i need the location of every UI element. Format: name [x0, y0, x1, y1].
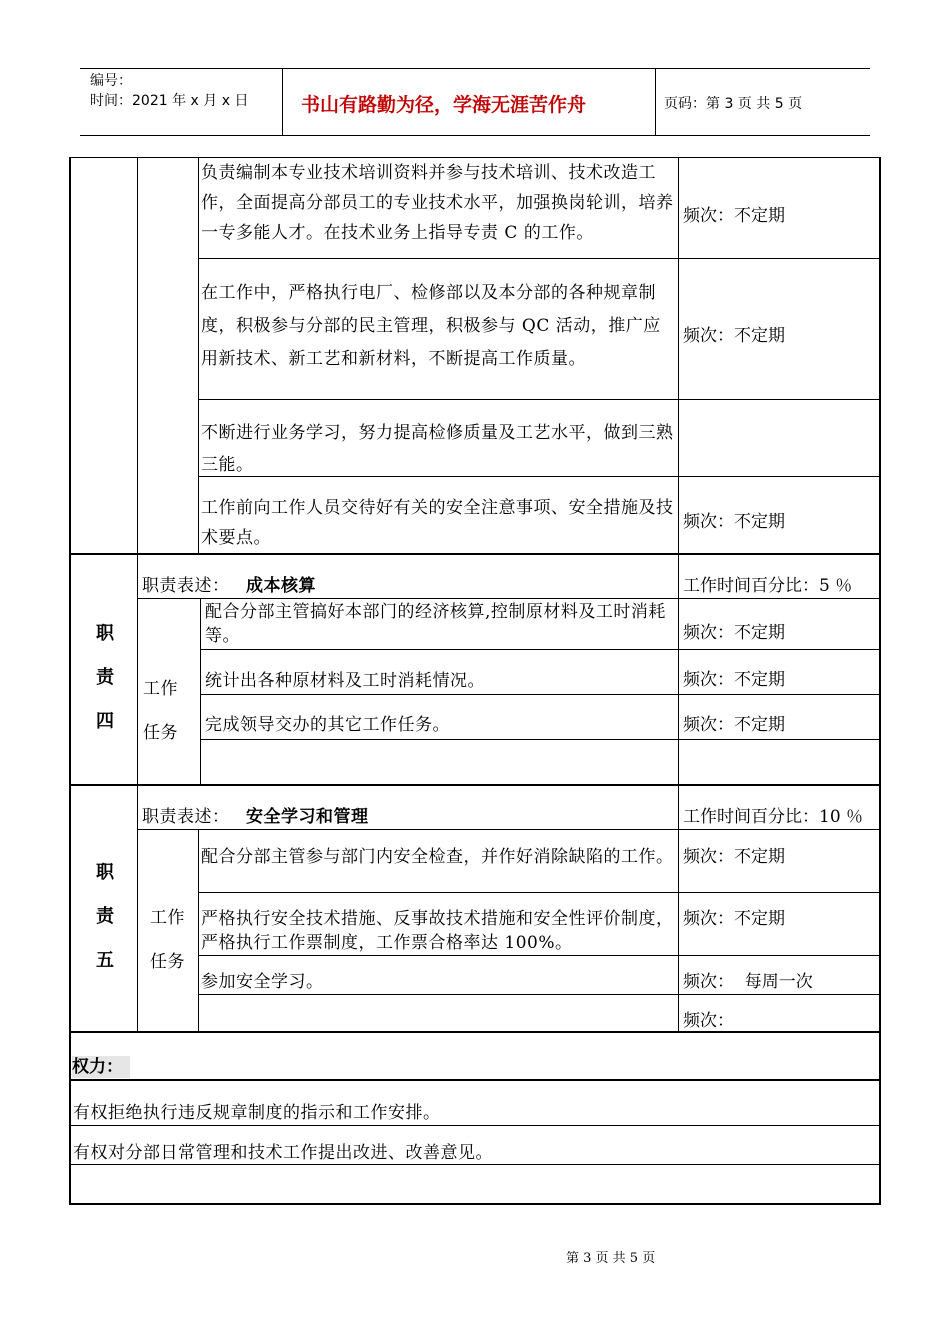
- duty5-desc-value: 安全学习和管理: [246, 807, 369, 827]
- duty4-label-char: 职: [96, 623, 114, 644]
- task-text: 配合分部主管搞好本部门的经济核算,控制原材料及工时消耗等。: [205, 602, 666, 646]
- date-label: 时间：2021 年 x 月 x 日: [90, 93, 249, 109]
- duty5-label-char: 五: [96, 950, 114, 971]
- task-label-line: 任务: [143, 723, 178, 743]
- task-frequency: 频次：不定期: [683, 206, 785, 226]
- duty4-time-percent: 工作时间百分比：5 ％: [683, 576, 853, 596]
- task-frequency: 频次：: [683, 1011, 734, 1031]
- power-item: 有权对分部日常管理和技术工作提出改进、改善意见。: [73, 1143, 493, 1163]
- task-text: 在工作中，严格执行电厂、检修部以及本分部的各种规章制度，积极参与分部的民主管理，积极参与 QC 活动，推广应用新技术、新工艺和新材料，不断提高工作质量。: [201, 283, 661, 369]
- task-frequency: 频次：不定期: [683, 715, 785, 735]
- task-text: 完成领导交办的其它工作任务。: [205, 715, 450, 735]
- duty4-task-label: [143, 667, 178, 755]
- task-text: 不断进行业务学习，努力提高检修质量及工艺水平，做到三熟三能。: [201, 423, 674, 475]
- duty5-label: [90, 851, 120, 983]
- task-text: 负责编制本专业技术培训资料并参与技术培训、技术改造工作，全面提高分部员工的专业技术水平，加强换岗轮训，培养一专多能人才。在技术业务上指导专责 C 的工作。: [201, 163, 674, 243]
- task-text: 工作前向工作人员交待好有关的安全注意事项、安全措施及技术要点。: [201, 498, 674, 548]
- duty4-label: [90, 612, 120, 744]
- power-title: [72, 1056, 130, 1078]
- task-frequency: 频次：不定期: [683, 909, 785, 929]
- task-frequency: 频次： 每周一次: [683, 972, 813, 992]
- duty5-label-char: 职: [96, 862, 114, 883]
- duty5-desc-label: 职责表述：: [142, 807, 230, 827]
- duty4-desc-value: 成本核算: [246, 576, 316, 596]
- task-text: 严格执行安全技术措施、反事故技术措施和安全性评价制度，严格执行工作票制度，工作票合格率达 100%。: [201, 909, 674, 953]
- task-text: 参加安全学习。: [201, 972, 324, 992]
- task-label-line: 任务: [150, 952, 185, 972]
- task-frequency: 频次：不定期: [683, 623, 785, 643]
- duty4-label-char: 责: [96, 667, 114, 688]
- task-frequency: 频次：不定期: [683, 512, 785, 532]
- task-frequency: 频次：不定期: [683, 326, 785, 346]
- duty5-task-label: [150, 896, 185, 984]
- footer-page-number: 第 3 页 共 5 页: [566, 1251, 656, 1266]
- duty5-time-percent: 工作时间百分比：10 ％: [683, 807, 864, 827]
- power-item: 有权拒绝执行违反规章制度的指示和工作安排。: [73, 1103, 441, 1123]
- duty4-desc-label: 职责表述：: [142, 576, 230, 596]
- task-frequency: 频次：不定期: [683, 670, 785, 690]
- task-label-line: 工作: [143, 679, 178, 699]
- task-frequency: 频次：不定期: [683, 847, 785, 867]
- duty5-label-char: 责: [96, 906, 114, 927]
- code-label: 编号：: [90, 73, 132, 89]
- power-title-text: 权力：: [72, 1057, 123, 1077]
- task-label-line: 工作: [150, 908, 185, 928]
- page-info: 页码：第 3 页 共 5 页: [664, 96, 803, 112]
- task-text: 配合分部主管参与部门内安全检查，并作好消除缺陷的工作。: [201, 847, 674, 867]
- duty4-label-char: 四: [96, 711, 114, 732]
- task-text: 统计出各种原材料及工时消耗情况。: [205, 671, 485, 691]
- header-motto: 书山有路勤为径，学海无涯苦作舟: [301, 94, 587, 116]
